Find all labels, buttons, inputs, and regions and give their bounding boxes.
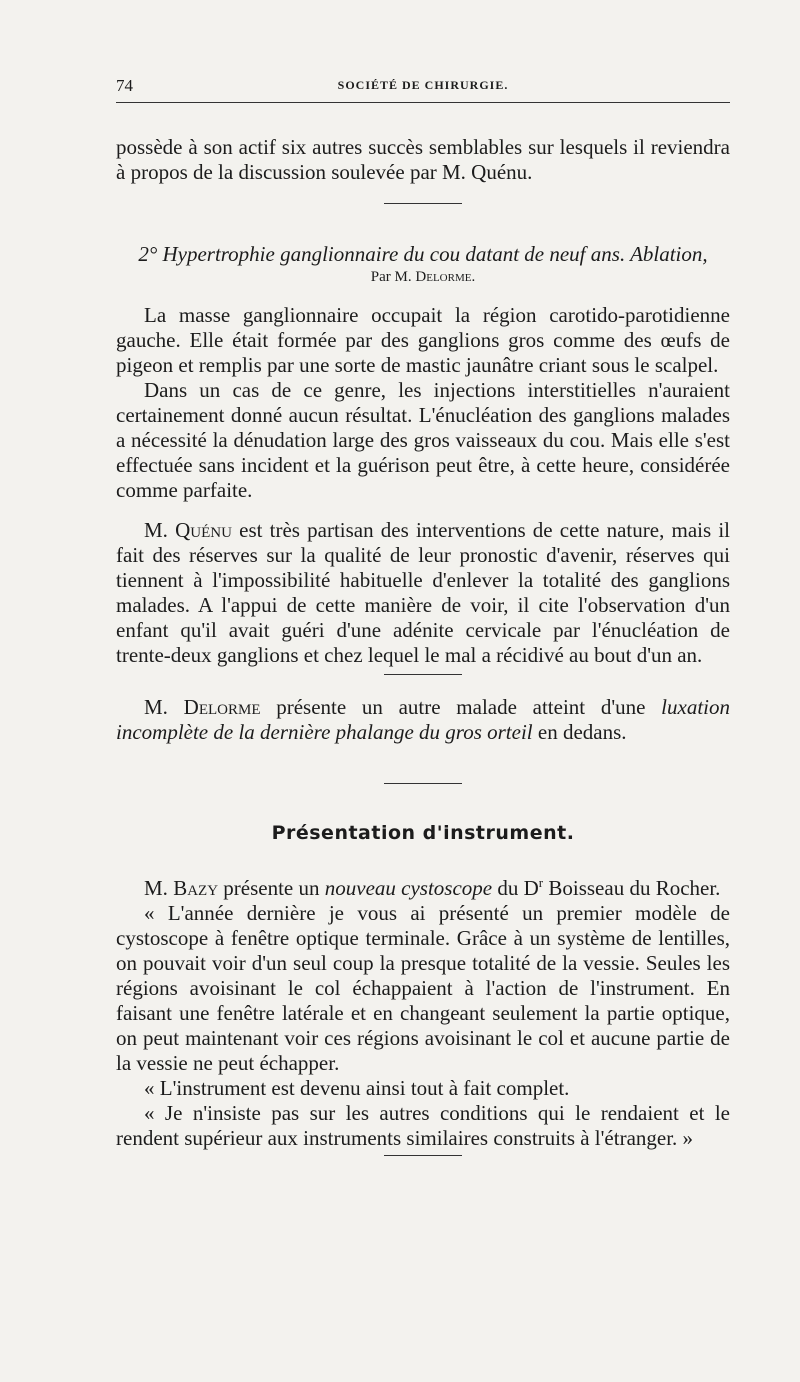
speaker-name: Bazy <box>173 876 219 900</box>
paragraph-intro: possède à son actif six autres succès semblables sur lesquels il reviendra à propos de la discussion soulevée par M. Quénu. <box>116 135 730 184</box>
paragraph-6: « L'année dernière je vous ai présenté un premier modèle de cystoscope à fenêtre optique terminale. Grâce à un système de lentilles, on pouvait voir d'un seul coup la presque totalité de la vessie. Seules les régions avoisinant le col échappaient à l'action de l'instrument. En faisant une fenêtre latérale et en changeant seulement la partie optique, on peut maintenant voir ces régions avoisinant le col et aucune partie de la vessie ne peut échapper. <box>116 901 730 1075</box>
article-title: 2° Hypertrophie ganglionnaire du cou datant de neuf ans. Ablation, <box>138 242 708 266</box>
separator <box>384 783 462 784</box>
speaker-name: Delorme <box>183 695 261 719</box>
header-rule <box>116 102 730 103</box>
separator <box>384 203 462 204</box>
page <box>116 70 730 1156</box>
page-header <box>116 70 730 98</box>
section-title: Présentation d'instrument. <box>271 822 575 844</box>
paragraph-5: M. Bazy présente un nouveau cystoscope du $D^r$ Boisseau du Rocher. <box>144 875 721 900</box>
running-title: SOCIÉTÉ DE CHIRURGIE. <box>337 78 509 92</box>
separator <box>384 1155 462 1156</box>
paragraph-4: M. Delorme présente un autre malade atteint d'une luxation incomplète de la dernière phalange du gros orteil en dedans. <box>116 695 730 744</box>
article-byline: Par M. Delorme. <box>370 269 476 285</box>
paragraph-7: « L'instrument est devenu ainsi tout à fait complet. <box>144 1076 570 1100</box>
separator <box>384 674 462 675</box>
paragraph-2: Dans un cas de ce genre, les injections interstitielles n'auraient certainement donné aucun résultat. L'énucléation des ganglions malades a nécessité la dénudation large des gros vaisseaux du cou. Mais elle s'est effectuée sans incident et la guérison peut être, à cette heure, considérée comme parfaite. <box>116 378 730 502</box>
paragraph-1: La masse ganglionnaire occupait la région carotido-parotidienne gauche. Elle était formée par des ganglions gros comme des œufs de pigeon et remplis par une sorte de mastic jaunâtre criant sous le scalpel. <box>116 303 730 377</box>
page-number: 74 <box>116 76 133 95</box>
paragraph-3: M. Quénu est très partisan des interventions de cette nature, mais il fait des réserves sur la qualité de leur pronostic d'avenir, réserves qui tiennent à l'impossibilité habituelle d'enlever la totalité des ganglions malades. A l'appui de cette manière de voir, il cite l'observation d'un enfant qu'il avait guéri d'une adénite cervicale par l'énucléation de trente-deux ganglions et chez lequel le mal a récidivé au bout d'un an. <box>116 518 731 667</box>
speaker-name: Quénu <box>175 518 232 542</box>
paragraph-8: « Je n'insiste pas sur les autres conditions qui le rendaient et le rendent supérieur aux instruments similaires construits à l'étranger. » <box>116 1101 730 1150</box>
